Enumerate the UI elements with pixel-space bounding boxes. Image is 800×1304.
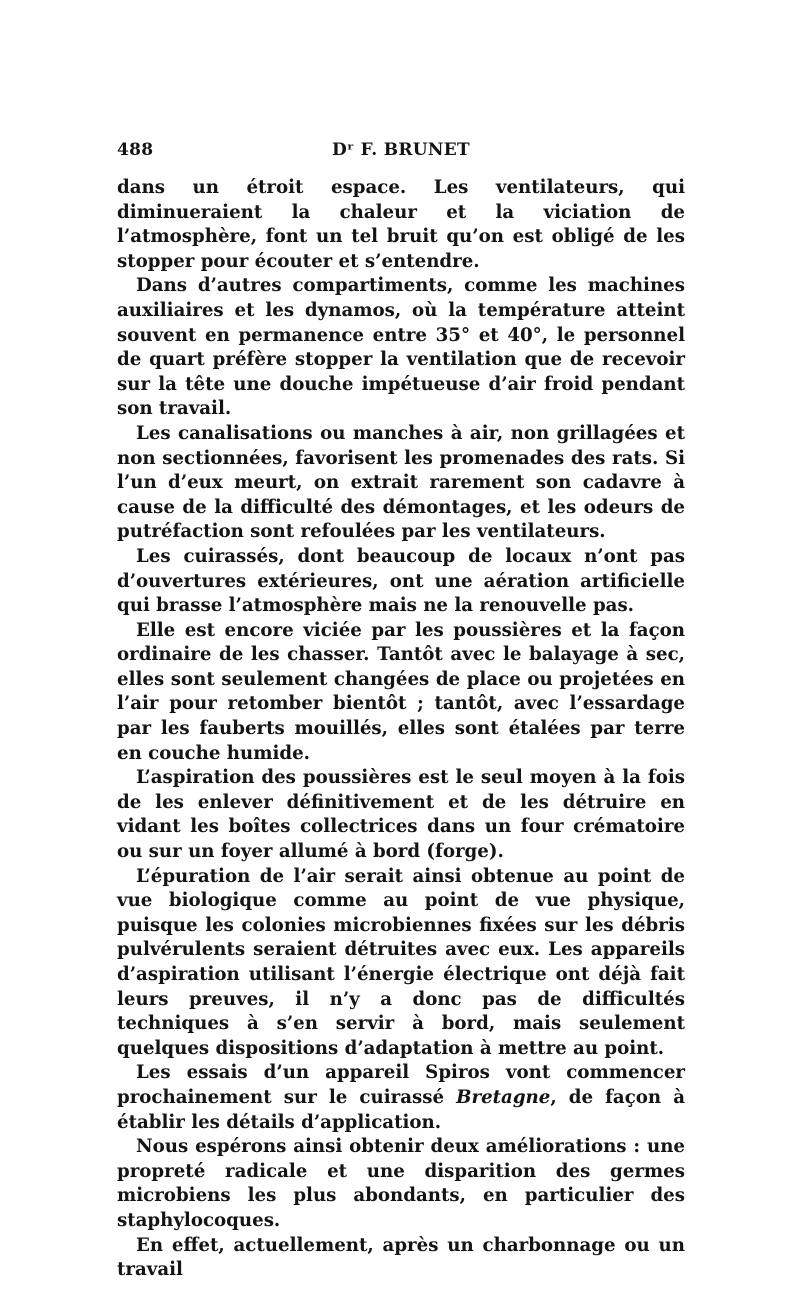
paragraph: dans un étroit espace. Les ventilateurs, qui diminueraient la chaleur et la viciation de l’atmosphère, font un tel bruit qu’on est obligé de les stopper pour écouter et s’entendre. (117, 177, 685, 272)
paragraph: Dans d’autres compartiments, comme les machines auxiliaires et les dynamos, où la température atteint souvent en permanence entre 35° et 40°, le personnel de quart préfère stopper la ventilation que de recevoir sur la tête une douche impétueuse d’air froid pendant son travail. (117, 275, 685, 420)
page-body (117, 176, 685, 1283)
paragraph: L’épuration de l’air serait ainsi obtenue au point de vue biologique comme au point de vue physique, puisque les colonies microbiennes fixées sur les débris pulvérulents seraient détruites avec eux. Les appareils d’aspiration utilisant l’énergie électrique ont déjà fait leurs preuves, il n’y a donc pas de difficultés techniques à s’en servir à bord, mais seulement quelques dispositions d’adaptation à mettre au point. (117, 865, 685, 1059)
paragraph-text: Les essais d’un appareil Spiros vont commencer prochainement sur le cuirassé (117, 1062, 685, 1108)
ship-name: Bretagne (456, 1086, 551, 1108)
page-header (117, 140, 685, 166)
paragraph: Nous espérons ainsi obtenir deux améliorations : une propreté radicale et une disparition des germes microbiens les plus abondants, en particulier des staphylocoques. (117, 1136, 685, 1231)
paragraph: Elle est encore viciée par les poussières et la façon ordinaire de les chasser. Tantôt avec le balayage à sec, elles sont seulement changées de place ou projetées en l’air pour retomber bientôt ; tantôt, avec l’essardage par les fauberts mouillés, elles sont étalées par terre en couche humide. (117, 619, 685, 764)
paragraph: L’aspiration des poussières est le seul moyen à la fois de les enlever définitivement et de les détruire en vidant les boîtes collectrices dans un four crématoire ou sur un foyer allumé à bord (forge). (117, 767, 685, 863)
paragraph: Les cuirassés, dont beaucoup de locaux n’ont pas d’ouvertures extérieures, ont une aération artificielle qui brasse l’atmosphère mais ne la renouvelle pas. (117, 545, 685, 617)
paragraph: En effet, actuellement, après un charbonnage ou un travail (117, 1234, 685, 1281)
paragraph-text: , de façon à établir les détails d’application. (117, 1086, 686, 1133)
paragraph (117, 1061, 685, 1135)
paragraph: Les canalisations ou manches à air, non grillagées et non sectionnées, favorisent les promenades des rats. Si l’un d’eux meurt, on extrait rarement son cadavre à cause de la difficulté des démontages, et les odeurs de putréfaction sont refoulées par les ventilateurs. (117, 422, 685, 543)
book-page (117, 140, 685, 1283)
page-number: 488 (117, 140, 154, 160)
running-title: Dʳ F. BRUNET (332, 140, 470, 160)
